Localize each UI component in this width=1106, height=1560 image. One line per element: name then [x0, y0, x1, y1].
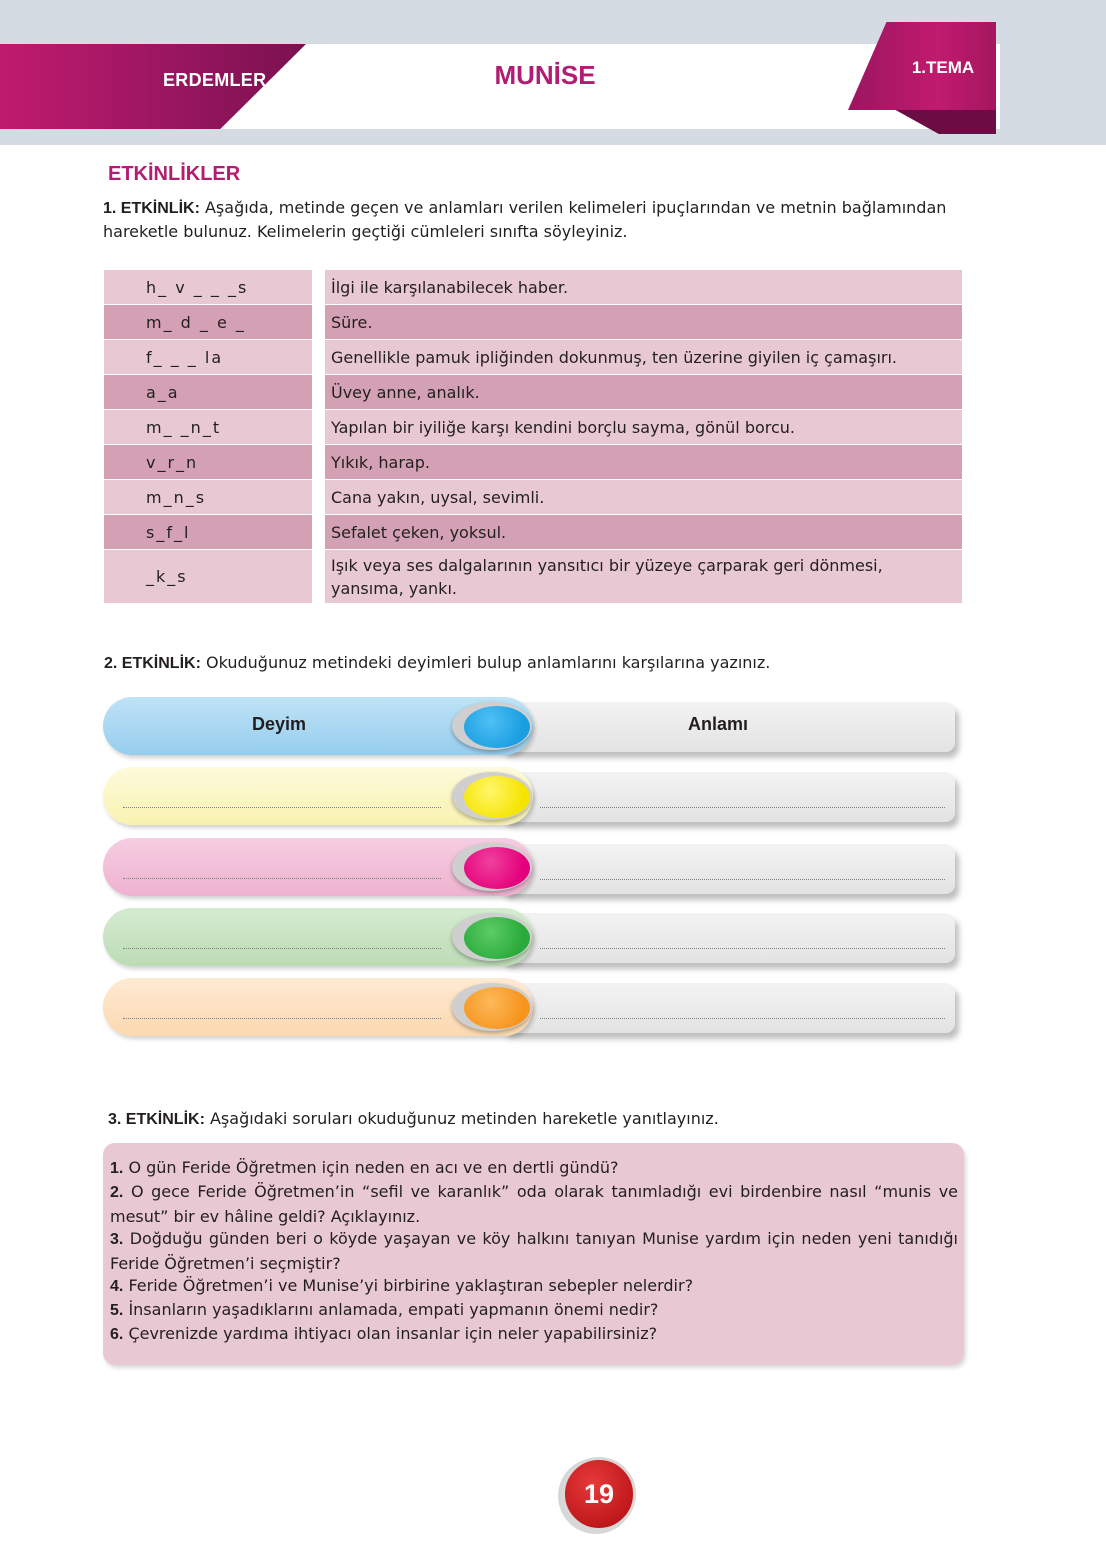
- question-number: 5.: [110, 1302, 124, 1319]
- row-knob: [452, 913, 532, 961]
- question-item: [110, 1227, 958, 1275]
- meaning-cell: Süre.: [325, 305, 962, 339]
- meaning-cell: Işık veya ses dalgalarının yansıtıcı bir yüzeye çarparak geri dönmesi, yansıma, yankı.: [325, 550, 962, 603]
- question-item: [110, 1322, 958, 1347]
- question-item: [110, 1156, 958, 1181]
- meaning-column-header: Anlamı: [688, 714, 749, 734]
- question-text: Feride Öğretmen’i ve Munise’yi birbirine yaklaştıran sebepler nelerdir?: [128, 1276, 694, 1295]
- meaning-cell: Üvey anne, analık.: [325, 375, 962, 409]
- word-cell: f_ _ _ la: [104, 340, 312, 374]
- section-label: ERDEMLER: [163, 70, 267, 90]
- row-knob: [452, 772, 532, 820]
- meaning-cell: Yapılan bir iyiliğe karşı kendini borçlu sayma, gönül borcu.: [325, 410, 962, 444]
- activity1-instruction: Aşağıda, metinde geçen ve anlamları verilen kelimeleri ipuçlarından ve metnin bağlamından hareketle bulunuz. Kelimelerin geçtiği cümleleri sınıfta söyleyiniz.: [103, 198, 947, 241]
- activity1-intro: [103, 196, 963, 243]
- idiom-column-header: Deyim: [252, 714, 307, 734]
- meaning-answer-field[interactable]: [500, 983, 955, 1033]
- meaning-answer-field[interactable]: [500, 772, 955, 822]
- meaning-answer-field[interactable]: [500, 913, 955, 963]
- word-cell: _k_s: [104, 550, 312, 603]
- question-item: [110, 1274, 958, 1299]
- theme-label: 1.TEMA: [911, 58, 975, 77]
- question-number: 4.: [110, 1278, 124, 1295]
- word-cell: s_f_l: [104, 515, 312, 549]
- word-cell: v_r_n: [104, 445, 312, 479]
- word-cell: a_a: [104, 375, 312, 409]
- row-knob: [452, 983, 532, 1031]
- activity3-instruction: Aşağıdaki soruları okuduğunuz metinden hareketle yanıtlayınız.: [209, 1109, 719, 1128]
- question-text: Doğduğu günden beri o köyde yaşayan ve köy halkını tanıyan Munise yardım için neden yeni tanıdığı Feride Öğretmen’i seçmiştir?: [110, 1229, 958, 1273]
- header-knob: [452, 702, 532, 750]
- question-item: [110, 1298, 958, 1323]
- row-knob: [452, 843, 532, 891]
- question-item: [110, 1180, 958, 1228]
- activity1-label: 1. ETKİNLİK:: [103, 200, 200, 217]
- word-cell: m_n_s: [104, 480, 312, 514]
- meaning-cell: İlgi ile karşılanabilecek haber.: [325, 270, 962, 304]
- word-cell: m_ _n_t: [104, 410, 312, 444]
- question-text: O gece Feride Öğretmen’in “sefil ve karanlık” oda olarak tanımladığı evi birdenbire nasıl “munis ve mesut” bir ev hâline geldi? Açıklayınız.: [110, 1182, 958, 1226]
- word-cell: m_ d _ e _: [104, 305, 312, 339]
- question-text: Çevrenizde yardıma ihtiyacı olan insanlar için neler yapabilirsiniz?: [128, 1324, 658, 1343]
- meaning-cell: Yıkık, harap.: [325, 445, 962, 479]
- activity2-intro: [104, 651, 964, 675]
- question-number: 1.: [110, 1160, 124, 1177]
- meaning-answer-field[interactable]: [500, 844, 955, 894]
- meaning-cell: Sefalet çeken, yoksul.: [325, 515, 962, 549]
- page-title: MUNİSE: [494, 60, 596, 90]
- word-cell: h_ v _ _ _s: [104, 270, 312, 304]
- question-text: İnsanların yaşadıklarını anlamada, empati yapmanın önemi nedir?: [128, 1300, 659, 1319]
- activities-heading: ETKİNLİKLER: [108, 163, 241, 185]
- meaning-cell: Genellikle pamuk ipliğinden dokunmuş, ten üzerine giyilen iç çamaşırı.: [325, 340, 962, 374]
- activity3-intro: [108, 1107, 968, 1131]
- meaning-cell: Cana yakın, uysal, sevimli.: [325, 480, 962, 514]
- question-text: O gün Feride Öğretmen için neden en acı ve en dertli gündü?: [128, 1158, 619, 1177]
- activity3-label: 3. ETKİNLİK:: [108, 1111, 205, 1128]
- question-number: 2.: [110, 1184, 124, 1201]
- page-number: 19: [562, 1457, 636, 1531]
- activity2-instruction: Okuduğunuz metindeki deyimleri bulup anlamlarını karşılarına yazınız.: [205, 653, 771, 672]
- question-number: 3.: [110, 1231, 124, 1248]
- question-number: 6.: [110, 1326, 124, 1343]
- activity2-label: 2. ETKİNLİK:: [104, 655, 201, 672]
